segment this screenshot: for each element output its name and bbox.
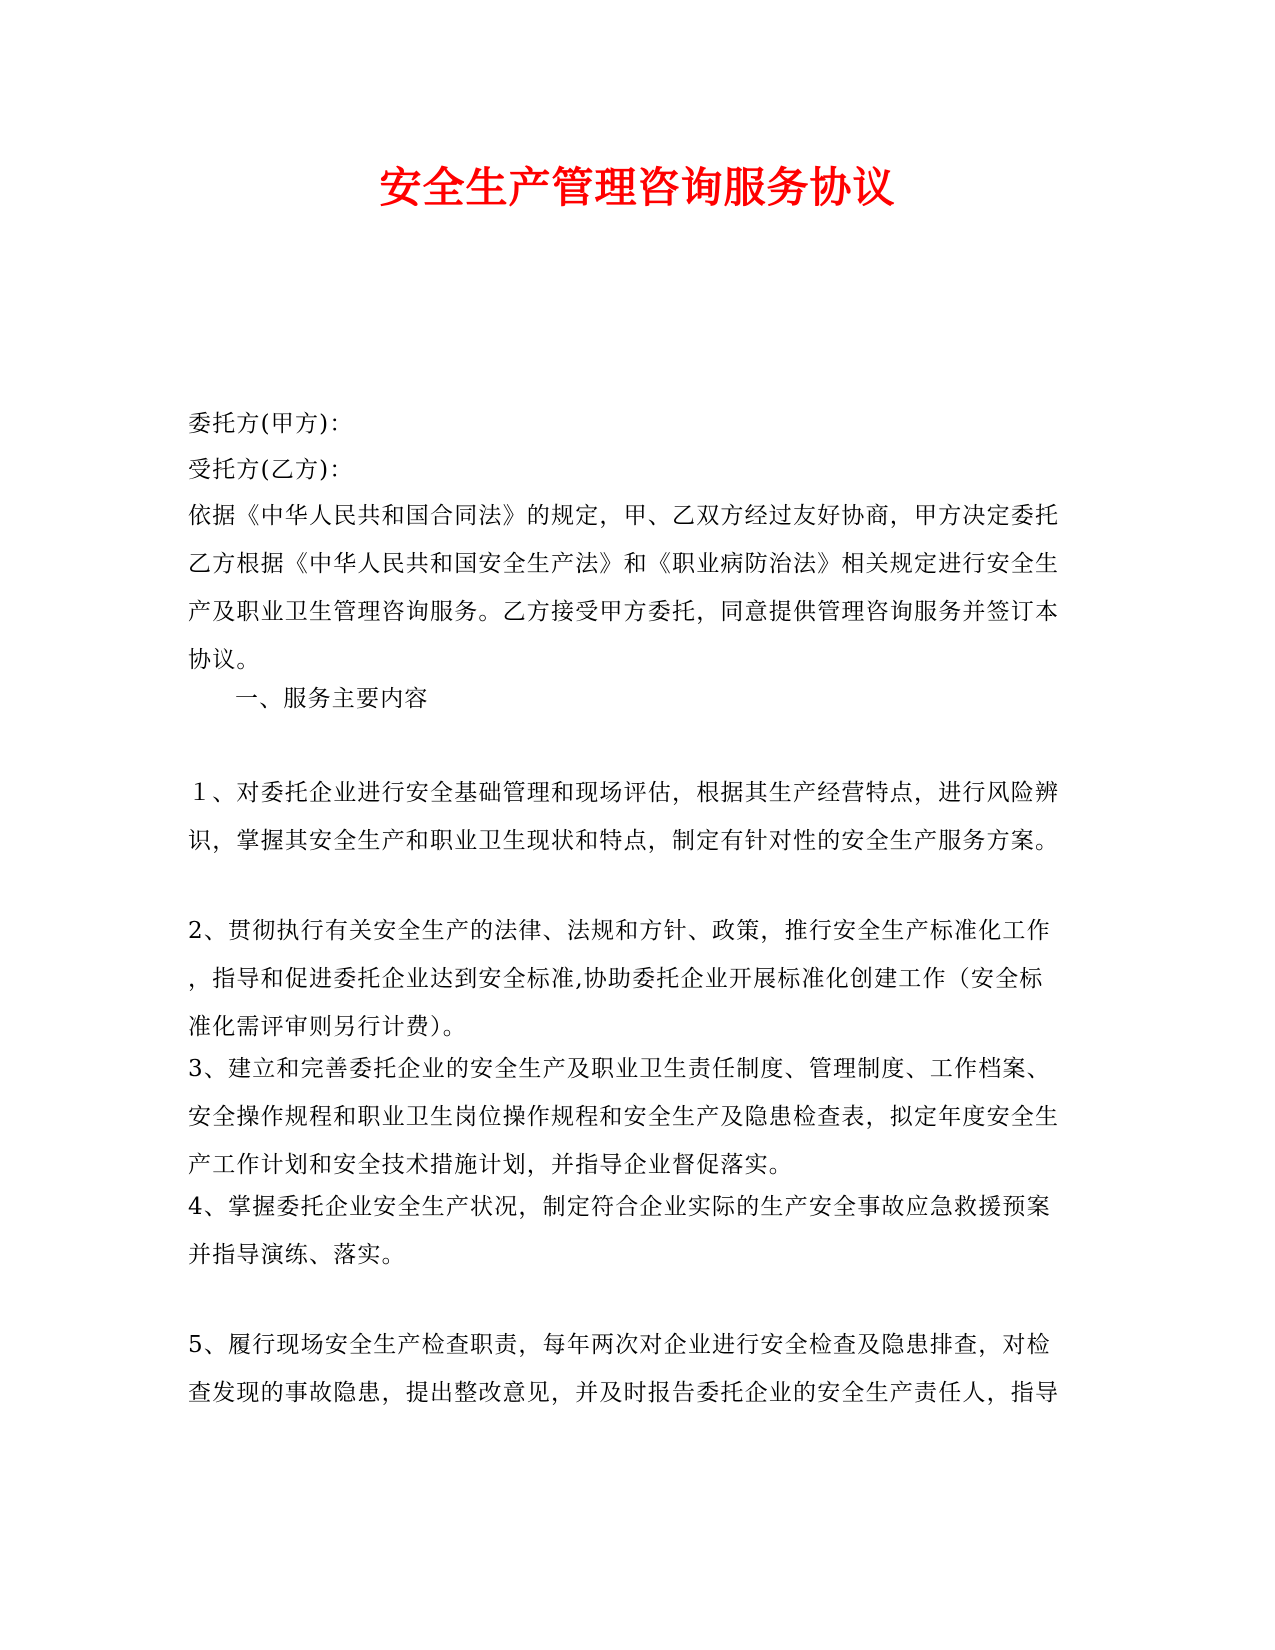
item-line: 准化需评审则另行计费）。 <box>188 1014 467 1040</box>
item-line: 识，掌握其安全生产和职业卫生现状和特点，制定有针对性的安全生产服务方案。 <box>188 828 1060 854</box>
item-line: 2、贯彻执行有关安全生产的法律、法规和方针、政策，推行安全生产标准化工作 <box>188 918 1051 944</box>
contractor-line: 受托方(乙方)： <box>188 457 354 483</box>
item-line: 查发现的事故隐患，提出整改意见，并及时报告委托企业的安全生产责任人，指导 <box>188 1380 1060 1406</box>
item-line: ，指导和促进委托企业达到安全标准,协助委托企业开展标准化创建工作（安全标 <box>188 966 1044 992</box>
item-line: 4、掌握委托企业安全生产状况，制定符合企业实际的生产安全事故应急救援预案 <box>188 1194 1051 1220</box>
item-5 <box>188 1321 1088 1417</box>
intro-line: 乙方根据《中华人民共和国安全生产法》和《职业病防治法》相关规定进行安全生 <box>188 551 1060 577</box>
item-line: 产工作计划和安全技术措施计划，并指导企业督促落实。 <box>188 1152 793 1178</box>
item-line: １、对委托企业进行安全基础管理和现场评估，根据其生产经营特点，进行风险辨 <box>188 780 1060 806</box>
item-2 <box>188 907 1088 1051</box>
intro-line: 产及职业卫生管理咨询服务。乙方接受甲方委托，同意提供管理咨询服务并签订本 <box>188 599 1060 625</box>
item-line: 并指导演练、落实。 <box>188 1242 406 1268</box>
item-1 <box>188 769 1088 865</box>
intro-line: 协议。 <box>188 647 261 673</box>
intro-paragraph <box>188 492 1088 684</box>
document-title: 安全生产管理咨询服务协议 <box>379 163 896 212</box>
section-heading: 一、服务主要内容 <box>235 686 429 712</box>
item-3 <box>188 1045 1088 1189</box>
item-line: 5、履行现场安全生产检查职责，每年两次对企业进行安全检查及隐患排查，对检 <box>188 1332 1051 1358</box>
intro-line: 依据《中华人民共和国合同法》的规定，甲、乙双方经过友好协商，甲方决定委托 <box>188 503 1060 529</box>
item-line: 3、建立和完善委托企业的安全生产及职业卫生责任制度、管理制度、工作档案、 <box>188 1056 1051 1082</box>
item-4 <box>188 1183 1088 1279</box>
client-line: 委托方(甲方)： <box>188 411 354 437</box>
item-line: 安全操作规程和职业卫生岗位操作规程和安全生产及隐患检查表，拟定年度安全生 <box>188 1104 1060 1130</box>
